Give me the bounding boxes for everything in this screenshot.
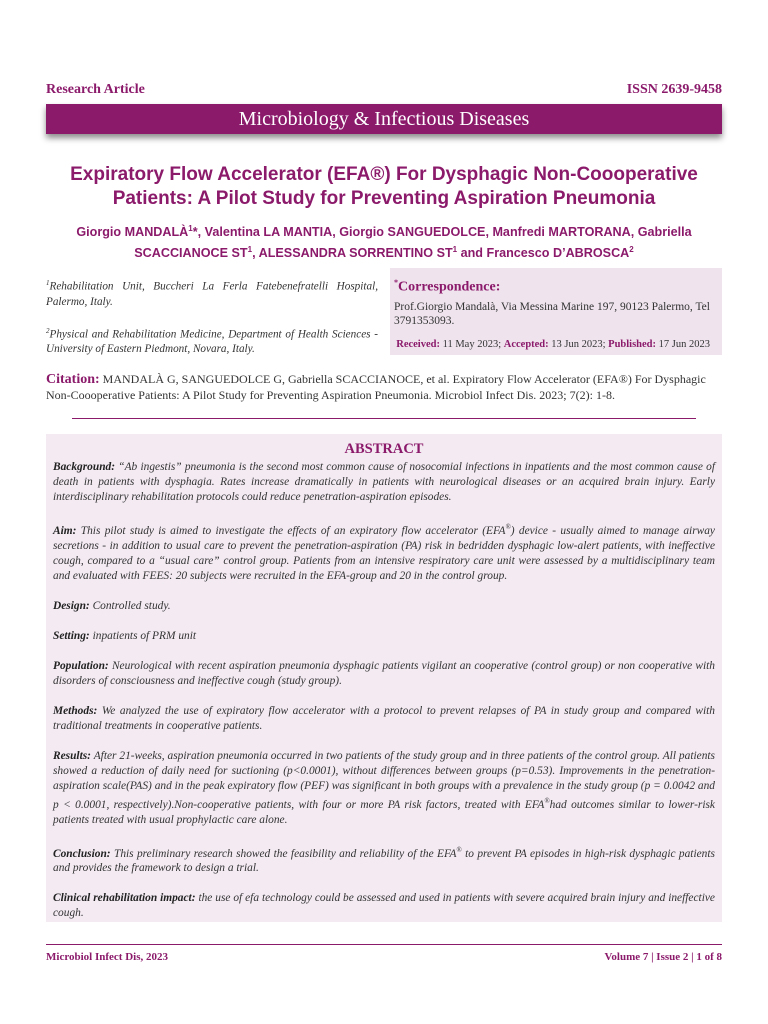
article-type: Research Article [46,82,145,97]
published-label: Published: [608,339,657,350]
author-name: Giorgio MANDALÀ [76,225,189,240]
footer-divider [46,944,722,945]
abstract-setting [53,629,715,644]
abstract-heading: ABSTRACT [344,441,424,457]
author-line-2 [46,241,722,262]
author-name: SCACCIANOCE ST [134,246,248,261]
author-affil-sup: 1 [452,245,458,255]
footer-pagination: Volume 7 | Issue 2 | 1 of 8 [604,951,722,963]
affiliation-text: Rehabilitation Unit, Buccheri La Ferla Fatebenefratelli Hospital, Palermo, Italy. [46,280,378,308]
registered-mark: ® [505,523,511,531]
abstract-impact [53,891,715,921]
author-line-1 [46,220,722,241]
section-label: Methods: [53,704,98,717]
citation-text: MANDALÀ G, SANGUEDOLCE G, Gabriella SCACCIANOCE, et al. Expiratory Flow Accelerator (EFA®) For Dysphagic Non-Coooperative Patients: A Pilot Study for Preventing Aspiration Pneumonia. Microbiol Infect Dis. 2023; 7(2): 1-8. [46,372,706,402]
author-affil-sup: 1 [247,245,253,255]
section-label: Conclusion: [53,847,111,860]
abstract-aim [53,520,715,584]
section-text: had outcomes similar to lower-risk patients treated with usual prophylactic care alone. [53,798,715,826]
abstract-conclusion [53,843,715,877]
author-names: , Valentina LA MANTIA, Giorgio SANGUEDOLCE, Manfredi MARTORANA, Gabriella [197,225,692,240]
abstract-background [53,460,715,505]
section-label: Population: [53,659,109,672]
section-text: “Ab ingestis” pneumonia is the second most common cause of nosocomial infections in inpatients and the most common cause of death in patients with dysphagia. Rates increase dramatically in patients with neurological diseases or an acquired brain injury. Early interdisciplinary rehabilitation protocols could reduce penetration-aspiration episodes. [53,461,715,503]
title-line-2: Patients: A Pilot Study for Preventing Aspiration Pneumonia [112,188,656,209]
citation [46,372,722,403]
received-label: Received: [396,339,440,350]
section-text: the use of efa technology could be assessed and used in patients with severe acquired brain injury and ineffective cough. [53,892,715,920]
author-affil-sup: 2 [629,245,634,255]
divider [72,418,696,419]
correspondence-heading [394,274,718,296]
section-label: Aim: [53,524,77,537]
abstract-design [53,599,715,614]
correspondence-box [390,268,722,355]
section-text: This preliminary research showed the feasibility and reliability of the EFA [113,847,457,860]
abstract-population [53,659,715,689]
footer-journal: Microbiol Infect Dis, 2023 [46,951,169,963]
section-text: Controlled study. [92,599,171,612]
author-list [46,220,722,262]
section-label: Clinical rehabilitation impact: [53,892,196,905]
section-text: This pilot study is aimed to investigate the effects of an expiratory flow accelerator (EFA [80,524,506,537]
affiliation-number: 2 [46,326,50,335]
affiliation-1 [46,276,378,310]
section-text: Neurological with recent aspiration pneumonia dysphagic patients vigilant an cooperative (control group) or non cooperative with disorders of consciousness and ineffective cough (study group). [53,659,715,687]
affiliation-2 [46,324,378,358]
section-text: After 21-weeks, aspiration pneumonia occurred in two patients of the study group and in three patients of the control group. All patients showed a reduction of daily need for suctioning (p<0.0001), without differences between groups (p=0.53). Improvements in the penetration-aspiration scale(PAS) and in the peak expiratory flow (PEF) was significant in both groups with a prevalence in the study group (p = 0.0042 and p < 0.0001, respectively).Non-cooperative patients, with four or more PA risk factors, treated with EFA [53,749,715,811]
affiliation-number: 1 [46,279,50,287]
section-label: Design: [53,599,90,612]
author-affil-sup: 1 [188,224,193,233]
received-date: 11 May 2023; [442,339,502,350]
section-label: Background: [53,461,116,473]
affiliations [46,276,378,371]
page-header [46,82,722,100]
abstract-methods [53,704,715,734]
section-label: Setting: [53,629,90,642]
page-footer [46,951,722,963]
corresponding-mark: * [192,225,198,240]
registered-mark: ® [456,845,462,854]
author-name: and Francesco D’ABROSCA [457,246,630,261]
citation-label: Citation: [46,372,100,387]
author-name: , ALESSANDRA SORRENTINO ST [252,246,453,261]
correspondence-address: Prof.Giorgio Mandalà, Via Messina Marine 197, 90123 Palermo, Tel 3791353093. [394,300,710,327]
accepted-date: 13 Jun 2023; [551,339,606,350]
section-text: We analyzed the use of expiratory flow accelerator with a protocol to prevent relapses of PA in study group and compared with traditional treatments in cooperative patients. [53,704,715,732]
corresponding-mark: * [394,278,398,287]
correspondence-label: Correspondence: [398,279,501,295]
affiliation-text: Physical and Rehabilitation Medicine, Department of Health Sciences - University of Eastern Piedmont, Novara, Italy. [46,328,378,356]
section-text: inpatients of PRM unit [92,629,197,642]
article-dates [396,339,710,350]
section-text: to prevent PA episodes in high-risk dysphagic patients and provides the framework to design a trial. [53,847,715,875]
section-label: Results: [53,749,91,762]
section-text: ) device - usually aimed to manage airway secretions - in addition to usual care to prevent the penetration-aspiration (PA) risk in bedridden dysphagic low-alert patients, with ineffective cough, compared to a “usual care” control group. Patients from an intensive respiratory care unit were assessed by a multidisciplinary team and evaluated with FEES: 20 subjects were recruited in the EFA-group and 20 in the control group. [53,524,715,582]
published-date: 17 Jun 2023 [658,339,710,350]
title-line-1: Expiratory Flow Accelerator (EFA®) For Dysphagic Non-Coooperative [70,164,698,185]
accepted-label: Accepted: [503,339,549,350]
issn: ISSN 2639-9458 [626,82,722,97]
registered-mark: ® [544,796,550,805]
journal-banner: Microbiology & Infectious Diseases [46,104,722,134]
abstract-results [53,749,715,828]
abstract-box [46,434,722,922]
article-title [46,163,722,211]
